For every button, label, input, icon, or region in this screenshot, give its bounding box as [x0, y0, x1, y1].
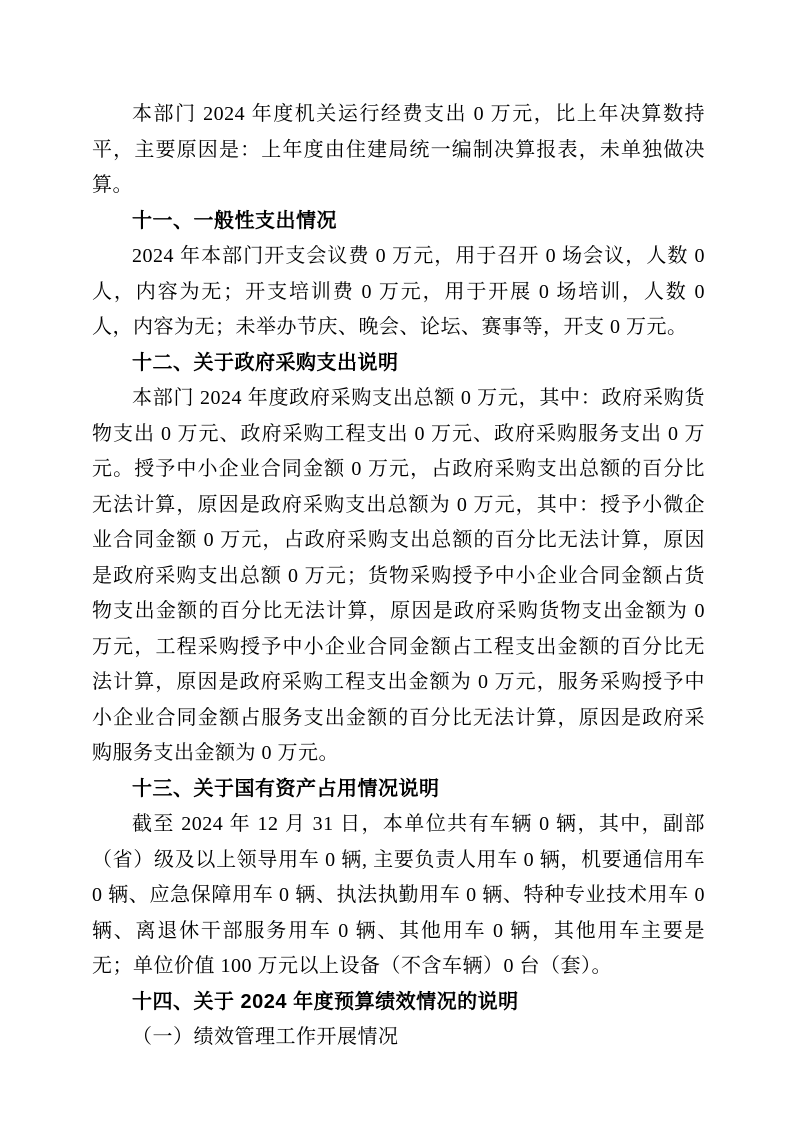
paragraph-vehicles-and-equipment: 截至 2024 年 12 月 31 日，本单位共有车辆 0 辆，其中，副部（省）级及以上领导用车 0 辆, 主要负责人用车 0 辆，机要通信用车 0 辆、应急保障用车 0 辆、执法执勤用车 0 辆、特种专业技术用车 0 辆、离退休干部服务用车 0 辆、其他用车 0 辆，其他用车主要是无；单位价值 100 万元以上设备（不含车辆）0 台（套）。 — [92, 813, 705, 977]
paragraph-government-procurement-detail: 本部门 2024 年度政府采购支出总额 0 万元，其中：政府采购货物支出 0 万元、政府采购工程支出 0 万元、政府采购服务支出 0 万元。授予中小企业合同金额 0 万元，占政府采购支出总额的百分比无法计算，原因是政府采购支出总额为 0 万元，其中：授予小微企业合同金额 0 万元，占政府采购支出总额的百分比无法计算，原因是政府采购支出总额 0 万元；货物采购授予中小企业合同金额占货物支出金额的百分比无法计算，原因是政府采购货物支出金额为 0 万元，工程采购授予中小企业合同金额占工程支出金额的百分比无法计算，原因是政府采购工程支出金额为 0 万元，服务采购授予中小企业合同金额占服务支出金额的百分比无法计算，原因是政府采购服务支出金额为 0 万元。 — [92, 387, 705, 764]
heading-section-12-government-procurement: 十二、关于政府采购支出说明 — [132, 351, 399, 374]
heading-section-13-state-owned-assets: 十三、关于国有资产占用情况说明 — [132, 777, 440, 800]
paragraph-operating-expense: 本部门 2024 年度机关运行经费支出 0 万元，比上年决算数持平，主要原因是：上年度由住建局统一编制决算报表，未单独做决算。 — [92, 103, 705, 196]
heading-section-11-general-expenditure: 十一、一般性支出情况 — [132, 209, 337, 232]
subheading-performance-management-work: （一）绩效管理工作开展情况 — [132, 1026, 399, 1048]
paragraph-meeting-training-expense: 2024 年本部门开支会议费 0 万元，用于召开 0 场会议，人数 0 人，内容为无；开支培训费 0 万元，用于开展 0 场培训，人数 0 人，内容为无；未举办节庆、晚会、论坛、赛事等，开支 0 万元。 — [92, 245, 705, 338]
heading-section-14-budget-performance: 十四、关于 2024 年度预算绩效情况的说明 — [132, 990, 519, 1013]
